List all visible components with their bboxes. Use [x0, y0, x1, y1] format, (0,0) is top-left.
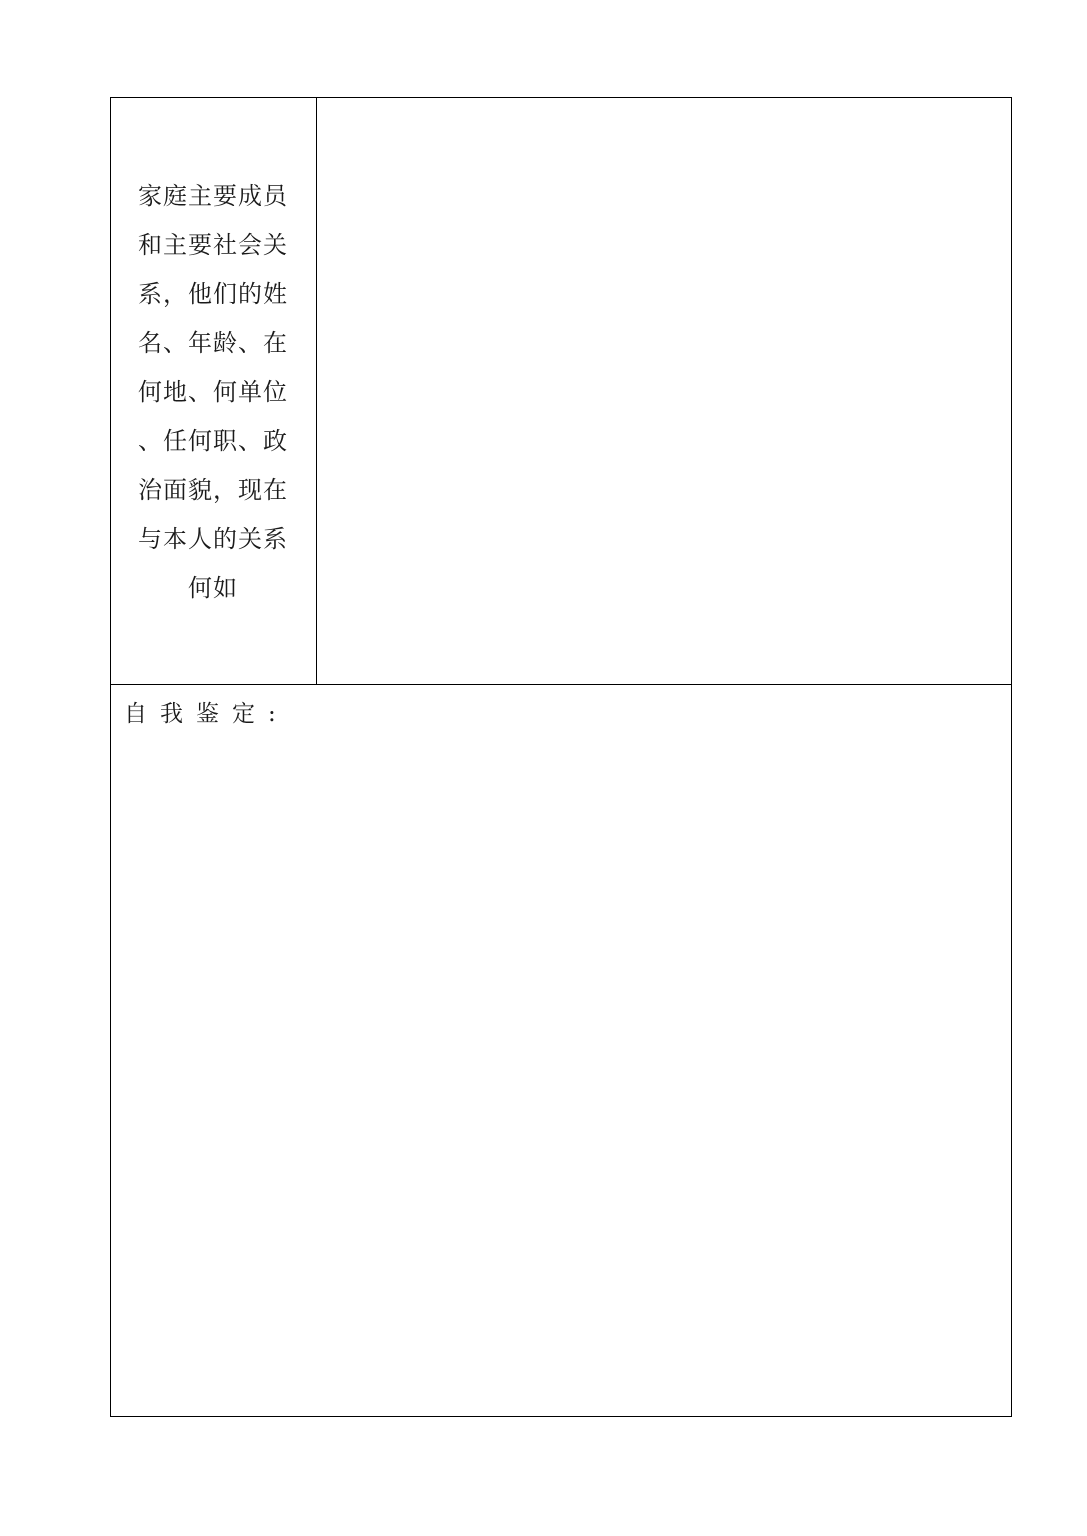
label-line: 名、年龄、在	[138, 329, 288, 357]
label-line: 何地、何单位	[138, 378, 288, 406]
self-assessment-cell[interactable]	[111, 685, 1011, 1416]
label-line: 治面貌，现在	[138, 476, 288, 504]
family-relations-label	[133, 172, 293, 613]
label-line: 何如	[188, 574, 238, 602]
family-relations-input-cell[interactable]	[317, 98, 1011, 684]
family-relations-label-cell	[111, 98, 317, 684]
self-assessment-label: 自我鉴定:	[124, 701, 289, 727]
form-table	[110, 97, 1012, 1417]
label-line: 与本人的关系	[138, 525, 288, 553]
label-line: 、任何职、政	[138, 427, 288, 455]
label-line: 家庭主要成员	[138, 182, 288, 210]
label-line: 系，他们的姓	[138, 280, 288, 308]
label-line: 和主要社会关	[138, 231, 288, 259]
family-relations-row	[111, 98, 1011, 685]
